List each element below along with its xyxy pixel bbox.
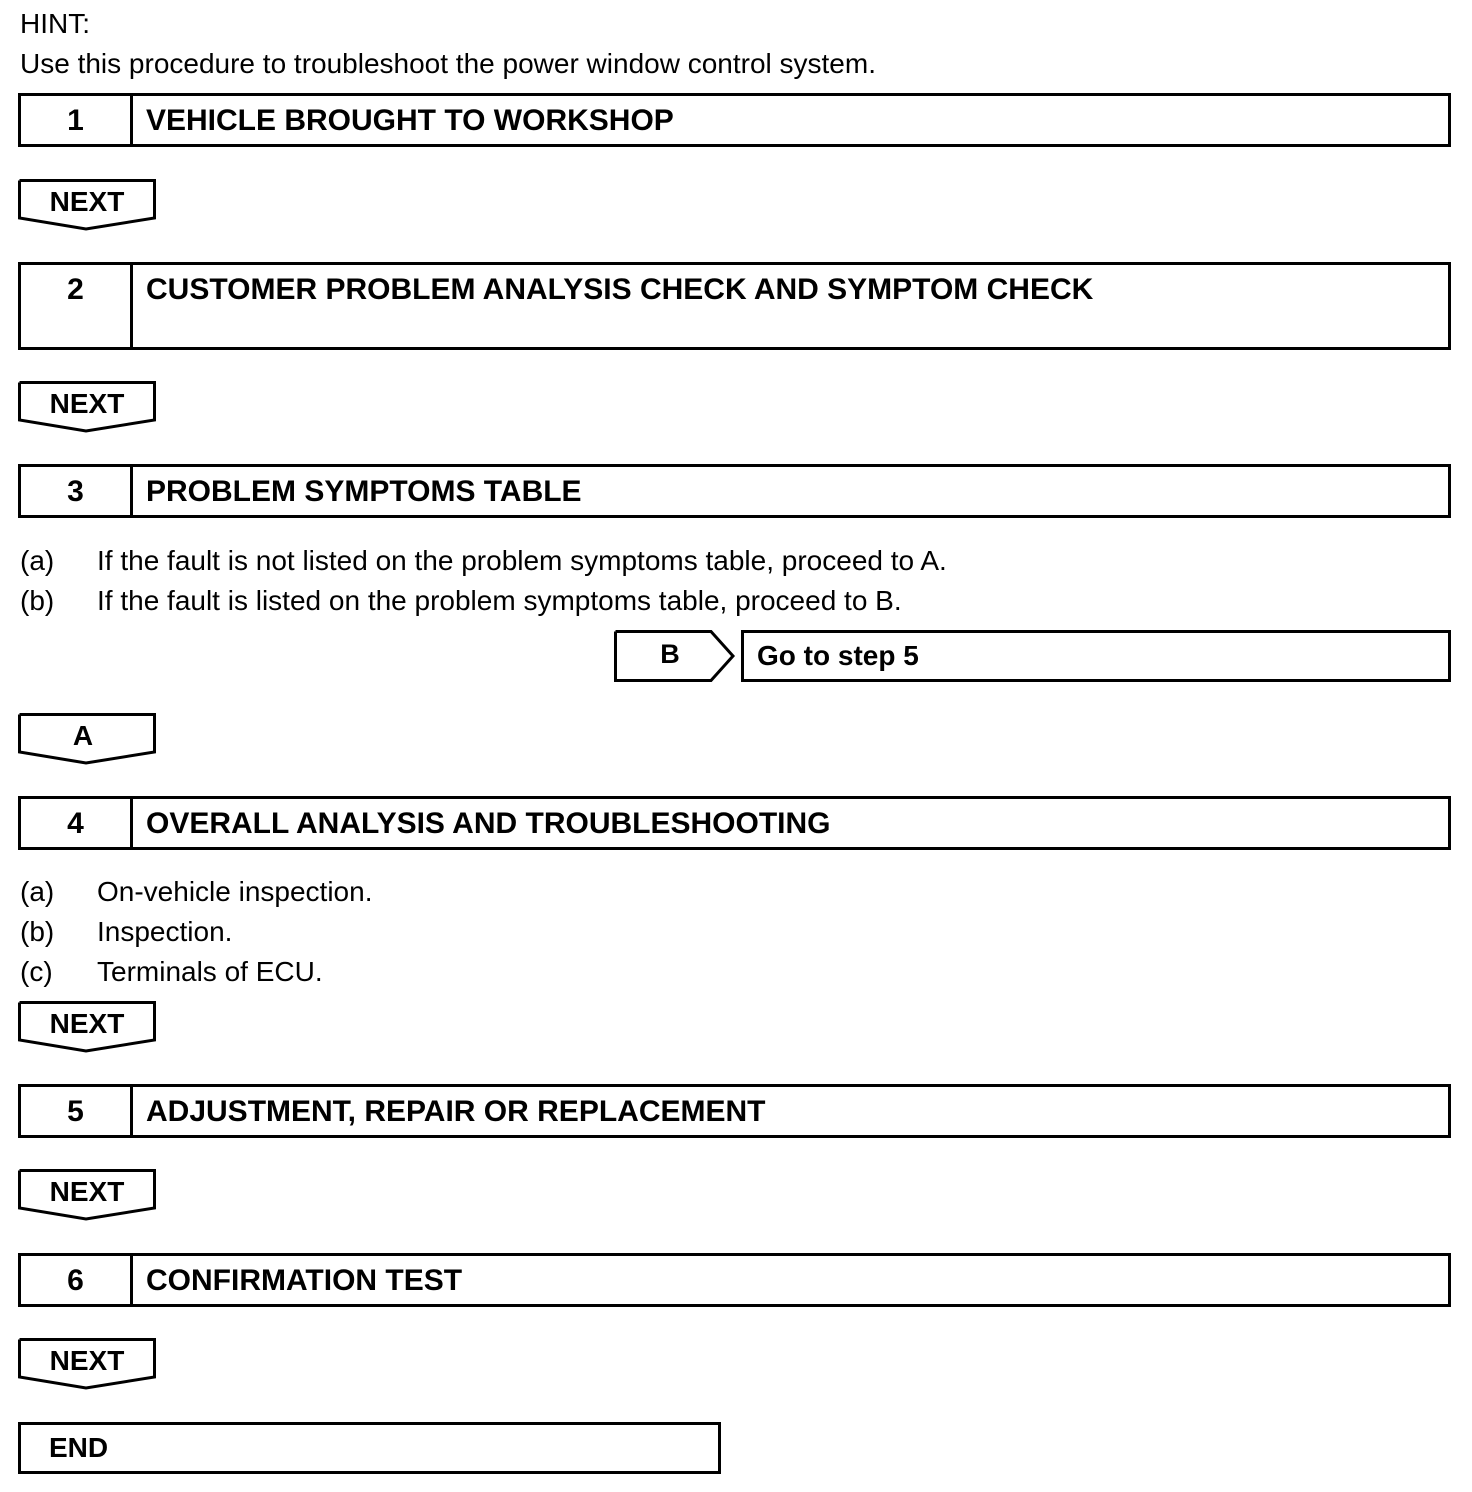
end-box: END [18,1422,721,1474]
list-item-text: Terminals of ECU. [97,956,323,987]
next-arrow-3 [18,1001,156,1053]
list-item-text: Inspection. [97,916,233,947]
list-item [20,956,323,988]
list-item [20,585,902,617]
step-title: ADJUSTMENT, REPAIR OR REPLACEMENT [146,1095,766,1128]
list-item [20,876,372,908]
next-label: NEXT [49,388,125,419]
next-arrow-5 [18,1338,156,1390]
step-4-box [18,796,1451,850]
next-label: NEXT [49,1008,125,1039]
list-item-text: If the fault is not listed on the problem symptoms table, proceed to A. [97,545,947,576]
hint-label: HINT: [20,8,90,39]
list-item-text: On-vehicle inspection. [97,876,373,907]
step-number: 6 [21,1256,133,1304]
branch-b-arrow [614,630,736,682]
step-number: 4 [21,799,133,847]
next-label: NEXT [49,186,125,217]
step-5-box [18,1084,1451,1138]
step-number: 5 [21,1087,133,1135]
step-title: OVERALL ANALYSIS AND TROUBLESHOOTING [146,807,831,840]
next-arrow-1 [18,179,156,231]
list-item-letter: (b) [20,585,55,616]
list-item-text: If the fault is listed on the problem symptoms table, proceed to B. [97,585,902,616]
branch-a-arrow [18,713,156,765]
next-label: NEXT [49,1345,125,1376]
list-item-letter: (a) [20,876,55,907]
branch-b-label: B [660,639,680,669]
step-title: PROBLEM SYMPTOMS TABLE [146,475,582,508]
step-title: CONFIRMATION TEST [146,1264,463,1297]
step-number: 2 [21,265,133,347]
step-3-box [18,464,1451,518]
step-title: VEHICLE BROUGHT TO WORKSHOP [146,104,674,137]
hint-text: Use this procedure to troubleshoot the power window control system. [20,48,876,79]
branch-a-label: A [72,720,94,751]
step-1-box [18,93,1451,147]
next-arrow-4 [18,1169,156,1221]
step-title: CUSTOMER PROBLEM ANALYSIS CHECK AND SYMPTOM CHECK [146,273,1094,306]
step-number: 1 [21,96,133,144]
next-arrow-2 [18,381,156,433]
list-item-letter: (a) [20,545,55,576]
list-item [20,916,232,948]
list-item-letter: (b) [20,916,55,947]
branch-b-target: Go to step 5 [741,630,1451,682]
step-6-box [18,1253,1451,1307]
step-2-box [18,262,1451,350]
step-number: 3 [21,467,133,515]
list-item-letter: (c) [20,956,53,987]
list-item [20,545,947,577]
next-label: NEXT [49,1176,125,1207]
